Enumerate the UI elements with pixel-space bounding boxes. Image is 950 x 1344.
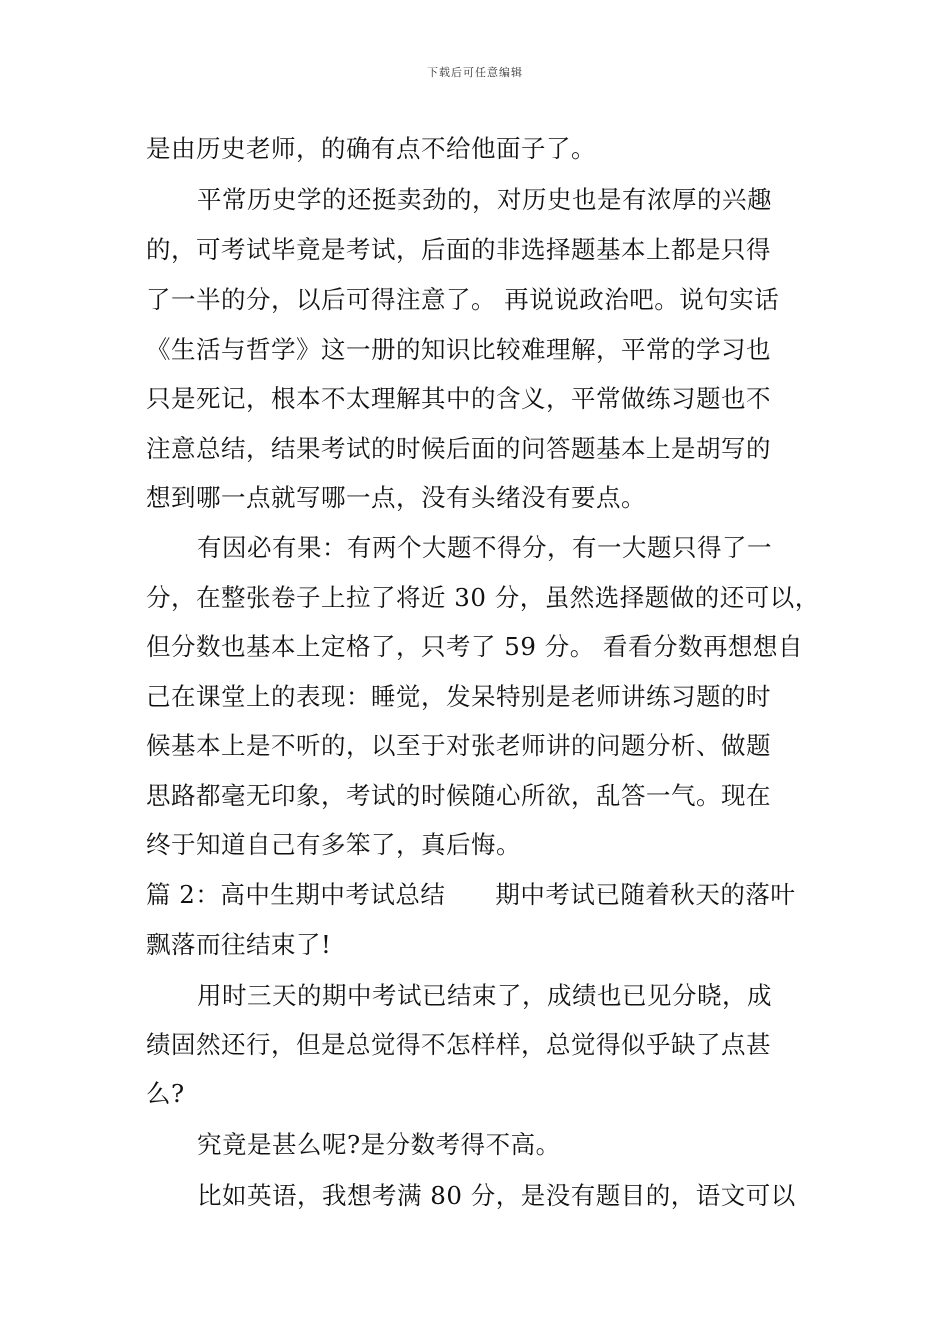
text-line: 己在课堂上的表现：睡觉，发呆特别是老师讲练习题的时 — [146, 682, 771, 711]
text-line: 分，在整张卷子上拉了将近 30 分，虽然选择题做的还可以， — [146, 583, 820, 612]
text-line: 了一半的分，以后可得注意了。 再说说政治吧。说句实话 — [146, 285, 780, 314]
text-line: 究竟是甚么呢?是分数考得不高。 — [197, 1130, 561, 1159]
text-line: 有因必有果：有两个大题不得分，有一大题只得了一 — [197, 533, 772, 562]
text-line: 思路都毫无印象，考试的时候随心所欲，乱答一气。现在 — [146, 781, 771, 810]
text-line: 么? — [146, 1079, 185, 1108]
text-line: 但分数也基本上定格了，只考了 59 分。 看看分数再想想自 — [146, 632, 804, 661]
text-line: 注意总结，结果考试的时候后面的问答题基本上是胡写的 — [146, 434, 771, 463]
text-line: 想到哪一点就写哪一点，没有头绪没有要点。 — [146, 483, 646, 512]
section-heading: 篇 2：高中生期中考试总结 期中考试已随着秋天的落叶 — [146, 880, 796, 909]
page-header: 下载后可任意编辑 — [427, 66, 523, 79]
text-line: 平常历史学的还挺卖劲的，对历史也是有浓厚的兴趣 — [197, 185, 772, 214]
text-line: 用时三天的期中考试已结束了，成绩也已见分晓，成 — [197, 981, 772, 1010]
text-line: 《生活与哲学》这一册的知识比较难理解，平常的学习也 — [146, 335, 771, 364]
text-line: 比如英语，我想考满 80 分，是没有题目的，语文可以 — [197, 1181, 796, 1210]
text-line: 飘落而往结束了! — [146, 930, 332, 959]
text-line: 候基本上是不听的，以至于对张老师讲的问题分析、做题 — [146, 731, 771, 760]
text-line: 绩固然还行，但是总觉得不怎样样，总觉得似乎缺了点甚 — [146, 1030, 771, 1059]
text-line: 只是死记，根本不太理解其中的含义，平常做练习题也不 — [146, 384, 771, 413]
text-line: 的，可考试毕竟是考试，后面的非选择题基本上都是只得 — [146, 235, 771, 264]
text-line: 是由历史老师，的确有点不给他面子了。 — [146, 134, 596, 163]
text-line: 终于知道自己有多笨了，真后悔。 — [146, 830, 521, 859]
